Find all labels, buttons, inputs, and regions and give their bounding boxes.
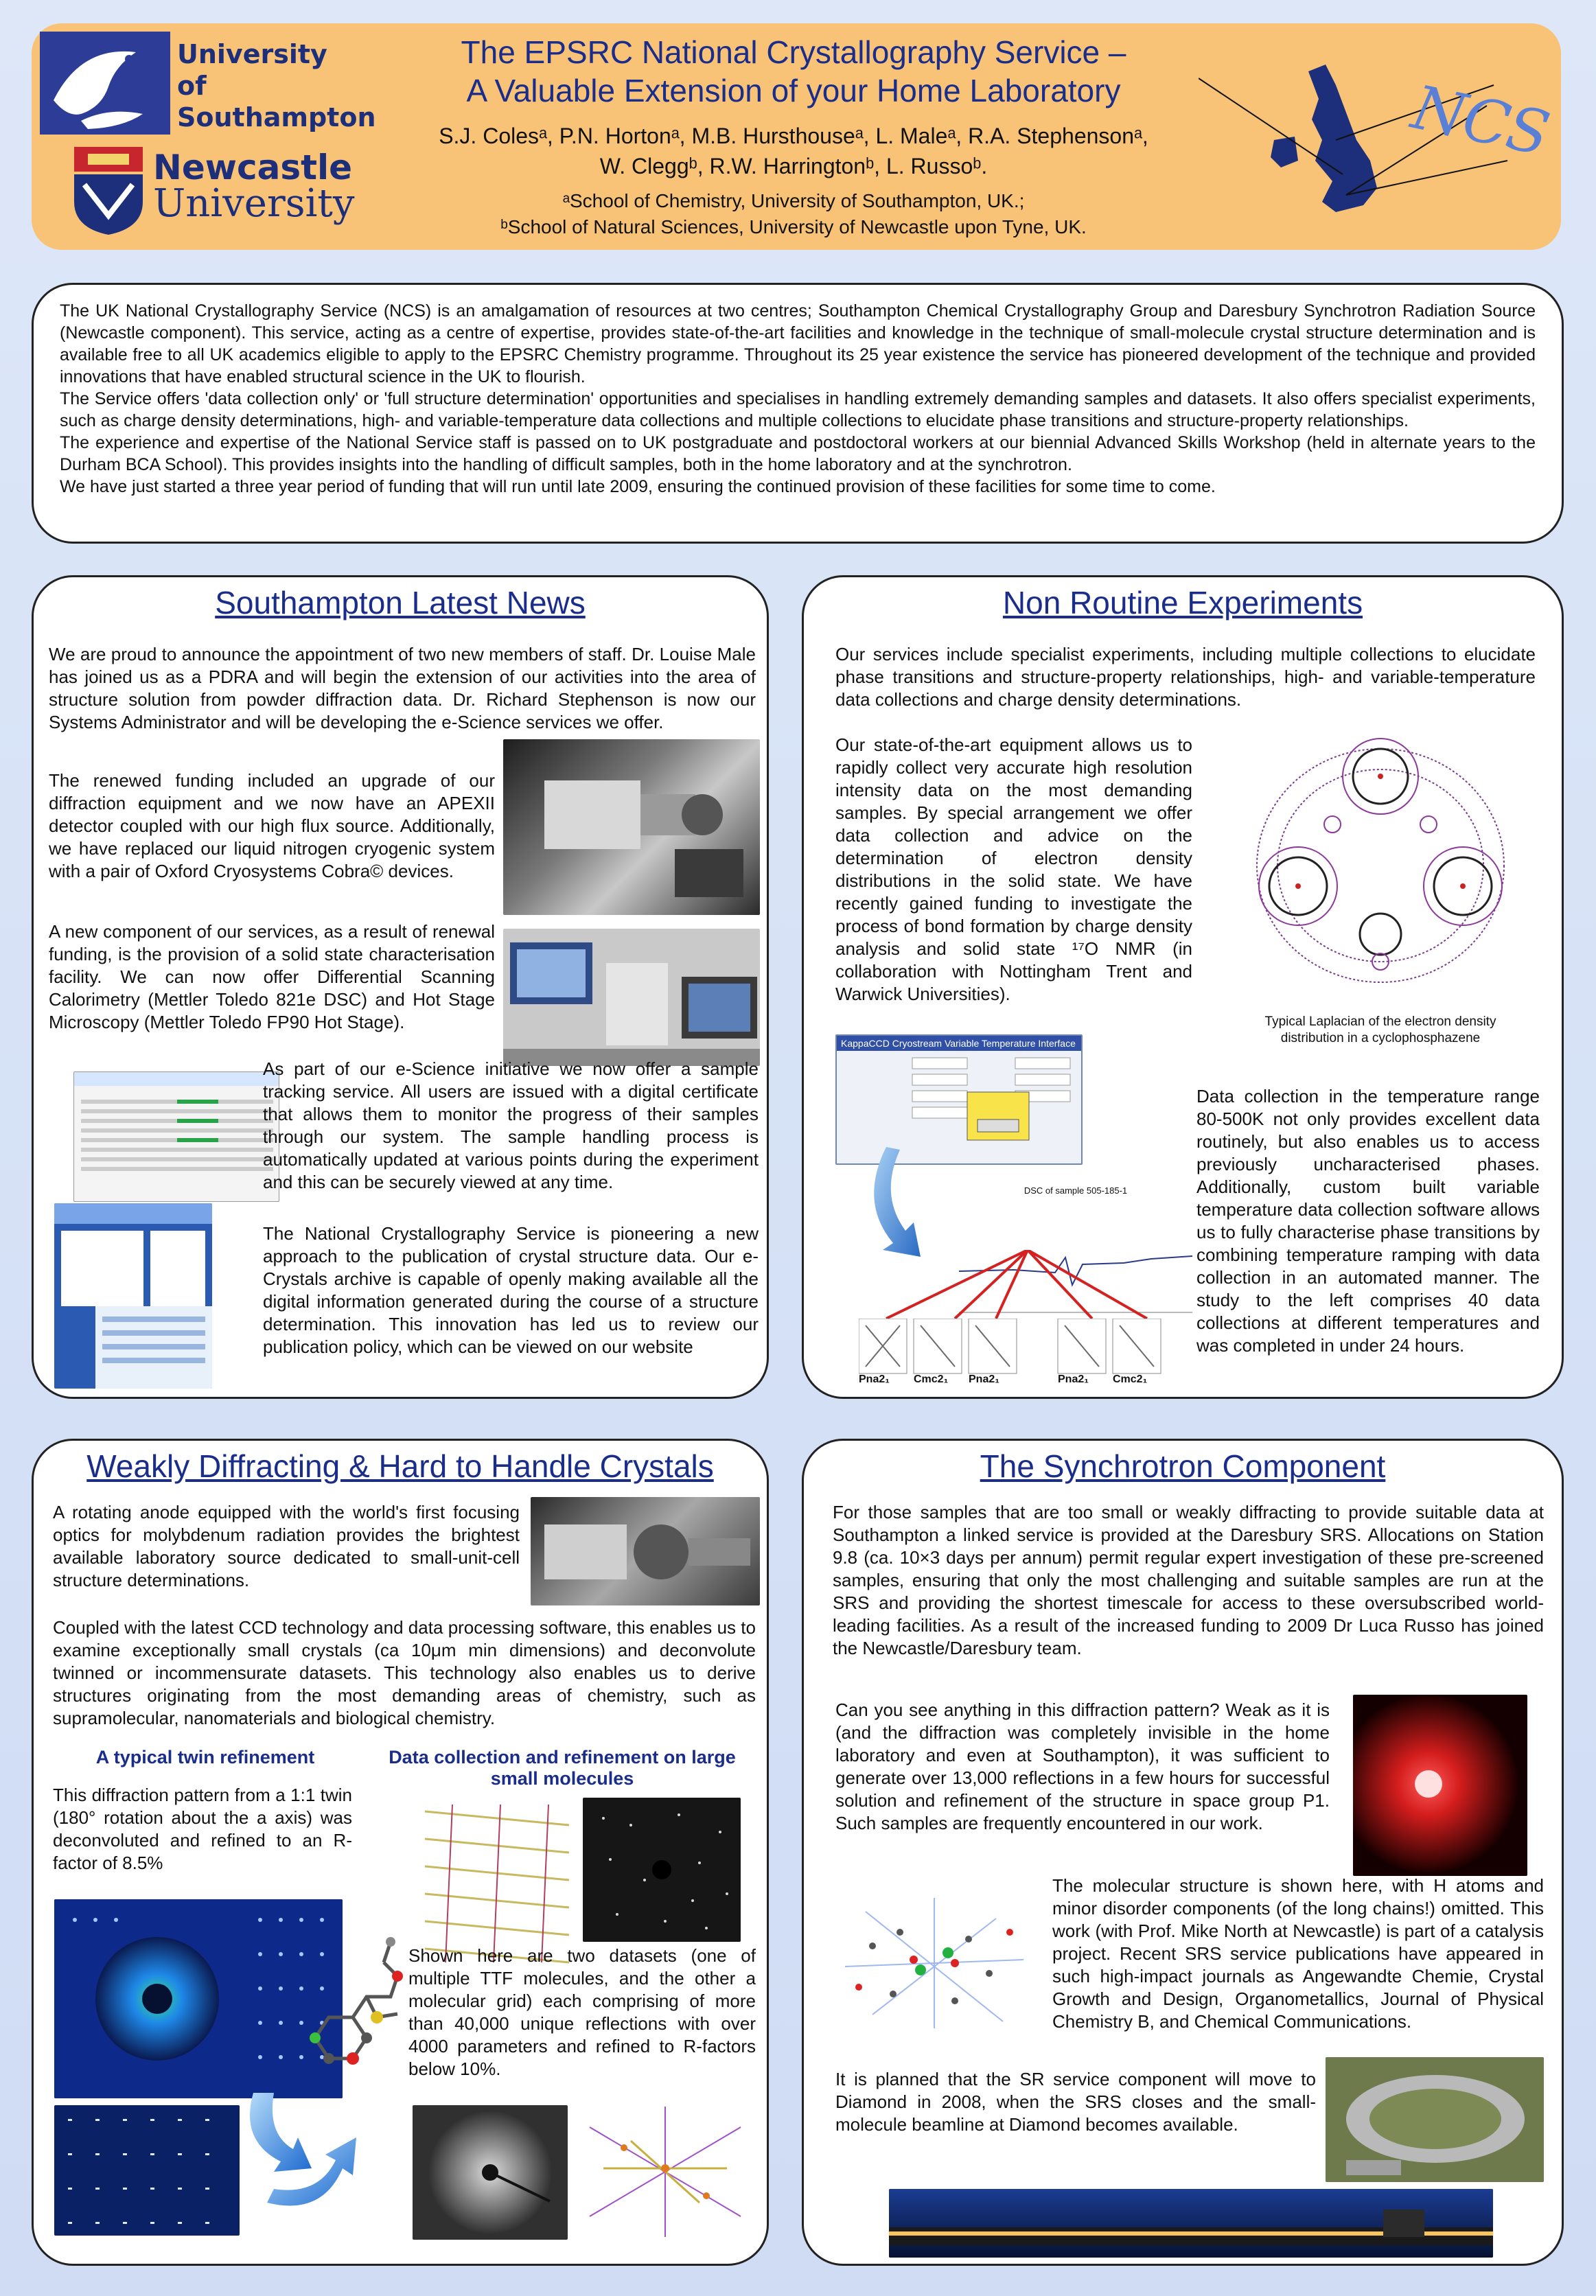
weak-paragraph-3: This diffraction pattern from a 1:1 twin (180° rotation about the a axis) was deconvoluted and refined to an R-factor of 8.5% xyxy=(53,1785,352,1873)
phase-label-1: Pna2₁ xyxy=(859,1373,890,1385)
weak-title: Weakly Diffracting & Hard to Handle Crystals xyxy=(86,1448,714,1484)
crystal-packing-images xyxy=(859,1319,1202,1380)
catalyst-molecule-image xyxy=(831,1884,1037,2041)
news-paragraph-4: As part of our e-Science initiative we now offer a sample tracking service. All users are issued with a digital certificate that allows them to monitor the progress of their samples through our system. The sample handling process is automatically updated at various points during the experiment and this can be securely viewed at any time. xyxy=(263,1058,759,1192)
grid-frame-image xyxy=(413,2105,568,2240)
southampton-name xyxy=(177,38,397,133)
red-diffraction-image xyxy=(1353,1695,1527,1876)
software-window-title: KappaCCD Cryostream Variable Temperature Interface xyxy=(837,1036,1081,1051)
ncs-logo-text: NCS xyxy=(1406,71,1555,170)
weak-paragraph-2: Coupled with the latest CCD technology and data processing software, this enables us to examine exceptionally small crystals (ca 10μm min dimensions) and deconvolute twinned or incommensurate datasets. This technology also enables us to derive structures originating from the most demanding areas of chemistry, such as supramolecular, nanomaterials and biological chemistry. xyxy=(53,1617,756,1728)
detector-photo xyxy=(503,739,760,915)
synchrotron-night-photo xyxy=(889,2189,1493,2258)
weakly-diffracting-panel xyxy=(32,1439,769,2266)
poster-title xyxy=(416,33,1171,110)
ttf-molecules-image xyxy=(418,1798,576,1969)
curved-arrow-icon xyxy=(845,1140,941,1264)
nonroutine-paragraph-3: Data collection in the temperature range 80-500K not only provides excellent data routinely, but also enables us to access previously uncharacterised phases. Additionally, custom built variable temperature data collection software allows us to fully characterise phase transitions by combining temperature ramping with data collection in an automated manner. The study to the left comprises 40 data collections at different temperatures and was completed in under 24 hours. xyxy=(1196,1086,1540,1356)
news-paragraph-1: We are proud to announce the appointment of two new members of staff. Dr. Louise Male has joined us as a PDRA and will begin the extension of our activities into the area of structure solution from powder diffraction data. Dr. Richard Stephenson is now our Systems Administrator and will be developing the e-Science services we offer. xyxy=(49,644,756,732)
phase-label-2: Cmc2₁ xyxy=(914,1373,949,1385)
authors xyxy=(416,121,1171,181)
reciprocal-lattice-image xyxy=(54,2105,240,2236)
sync-paragraph-3: The molecular structure is shown here, with H atoms and minor disorder components (of the long chains!) omitted. This work (with Prof. Mike North at Newcastle) is part of a catalysis project. Recent SRS service publications have appeared in such high-impact journals as Angewandte Chemie, Crystal Growth and Design, Organometallics, Journal of Physical Chemistry B, and Chemical Communications. xyxy=(1052,1875,1544,2032)
lattice-view-image xyxy=(54,2105,240,2236)
synchrotron-panel xyxy=(802,1439,1564,2266)
affiliations xyxy=(416,188,1171,240)
ttf-diffraction-image xyxy=(583,1798,741,1942)
uk-map-graphic xyxy=(1199,58,1555,236)
weak-paragraph-4: Shown here are two datasets (one of multiple TTF molecules, and the other a molecular grid) each comprising of more than 40,000 unique reflections with over 4000 parameters and refined to R-factors below 10%. xyxy=(408,1945,756,2079)
affil-line2: ᵇSchool of Natural Sciences, University of Newcastle upon Tyne, UK. xyxy=(500,216,1087,237)
laplacian-contour-plot xyxy=(1243,735,1518,996)
rotating-anode-image xyxy=(531,1497,760,1605)
grid-molecule-image xyxy=(576,2100,754,2244)
sample-tracking-screenshot xyxy=(73,1071,279,1202)
rotating-anode-photo xyxy=(531,1497,760,1605)
grid-diffraction-image xyxy=(413,2105,568,2240)
intro-paragraph-3: The experience and expertise of the National Service staff is passed on to UK postgraduate and postdoctoral workers at our biennial Advanced Skills Workshop (held in alternate years to the Durham BCA School). This provides insights into the handling of difficult samples, both in the home laboratory and at the synchrotron. xyxy=(60,433,1536,474)
affil-line1: ᵃSchool of Chemistry, University of Southampton, UK.; xyxy=(562,190,1025,211)
lab-equipment-image xyxy=(503,929,760,1066)
poster-header xyxy=(32,23,1561,250)
intro-paragraph-4: We have just started a three year period of funding that will run until late 2009, ensuring the continued provision of these facilities for some time to come. xyxy=(60,477,1216,496)
ecrystals-archive-image xyxy=(54,1203,212,1389)
sync-paragraph-4: It is planned that the SR service component will move to Diamond in 2008, when the SRS closes and the small-molecule beamline at Diamond becomes available. xyxy=(835,2069,1316,2135)
nonroutine-paragraph-1: Our services include specialist experiments, including multiple collections to elucidate phase transitions and structure-property relationships, high- and variable-temperature data collections and charge density determinations. xyxy=(835,644,1536,710)
southampton-name-line2: of Southampton xyxy=(177,71,376,132)
non-routine-panel xyxy=(802,575,1564,1399)
news-paragraph-5: The National Crystallography Service is pioneering a new approach to the publication of crystal structure data. Our e-Crystals archive is capable of openly making available all the digital information generated during the course of a structure determination. This innovation has led us to review our publication policy, which can be viewed on our website xyxy=(263,1223,759,1357)
newcastle-logo xyxy=(74,147,390,250)
weak-paragraph-1: A rotating anode equipped with the world's first focusing optics for molybdenum radiation provides the brightest available laboratory source dedicated to small-unit-cell structure determinations. xyxy=(53,1502,520,1590)
tracking-table-image xyxy=(74,1072,279,1202)
title-line1: The EPSRC National Crystallography Service – xyxy=(461,34,1126,70)
sync-paragraph-2: Can you see anything in this diffraction pattern? Weak as it is (and the diffraction was completely invisible in the home laboratory and even at Southampton), it was sufficient to generate over 13,000 reflections in a few hours for successful solution and refinement of the structure in space group P1. Such samples are frequently encountered in our work. xyxy=(835,1700,1330,1833)
large-molecules-heading: Data collection and refinement on large small molecules xyxy=(389,1747,736,1789)
nonroutine-paragraph-2: Our state-of-the-art equipment allows us to rapidly collect very accurate high resolution intensity data on the most demanding samples. By special arrangement we offer data collection and advice on the determination of electron density distributions in the solid state. We have recently gained funding to investigate the process of bond formation by charge density analysis and solid state ¹⁷O NMR (in collaboration with Nottingham Trent and Warwick Universities). xyxy=(835,734,1192,1004)
title-line2: A Valuable Extension of your Home Laboratory xyxy=(466,73,1121,108)
shield-icon xyxy=(74,147,143,236)
diamond-synchrotron-image xyxy=(1326,2057,1544,2182)
newcastle-name-line1: Newcastle xyxy=(153,148,353,187)
laplacian-image xyxy=(1243,735,1518,996)
phase-label-3: Pna2₁ xyxy=(969,1373,999,1385)
diffractometer-image xyxy=(503,739,760,915)
phase-label-5: Cmc2₁ xyxy=(1113,1373,1148,1385)
intro-paragraph-1: The UK National Crystallography Service (NCS) is an amalgamation of resources at two centres; Southampton Chemical Crystallography Group and Daresbury Synchrotron Radiation Source (Newcastle component). This service, acting as a centre of expertise, provides state-of-the-art facilities and knowledge in the technique of small-molecule crystal structure determination and is available free to all UK academics eligible to apply to the EPSRC Chemistry programme. Throughout its 25 year existence the service has pioneered development of the technique and provided innovations that have enabled structural science in the UK to flourish. xyxy=(60,301,1536,386)
authors-line1: S.J. Colesᵃ, P.N. Hortonᵃ, M.B. Hursthouseᵃ, L. Maleᵃ, R.A. Stephensonᵃ, xyxy=(439,124,1148,148)
southampton-logo xyxy=(40,32,397,135)
nonroutine-title: Non Routine Experiments xyxy=(1002,585,1363,621)
weak-diffraction-image xyxy=(1353,1695,1527,1876)
molecular-structure-image xyxy=(831,1884,1037,2041)
sync-paragraph-1: For those samples that are too small or weakly diffracting to provide suitable data at Southampton a linked service is provided at the Daresbury SRS. Allocations on Station 9.8 (ca. 10×3 days per annum) permit regular expert investigation of these pre-screened samples, ensuring that only the most challenging and suitable samples are run at the SRS and providing the shortest timescale for access to these oversubscribed world-leading facilities. As a result of the increased funding to 2009 Dr Luca Russo has joined the Newcastle/Daresbury team. xyxy=(833,1502,1544,1658)
laplacian-caption: Typical Laplacian of the electron density distribution in a cyclophosphazene xyxy=(1264,1014,1496,1045)
twin-molecule-image xyxy=(288,1921,418,2100)
building-night-image xyxy=(889,2189,1493,2258)
southampton-news-panel xyxy=(32,575,769,1399)
southampton-name-line1: University xyxy=(177,39,327,69)
molecular-grid-image xyxy=(576,2100,754,2244)
news-paragraph-3: A new component of our services, as a result of renewal funding, is the provision of a solid state characterisation facility. We can now offer Differential Scanning Calorimetry (Mettler Toledo 821e DSC) and Hot Stage Microscopy (Mettler Toledo FP90 Hot Stage). xyxy=(49,921,495,1032)
dsc-lab-photo xyxy=(503,929,760,1066)
phase-label-4: Pna2₁ xyxy=(1058,1373,1089,1385)
ecrystals-screenshot xyxy=(54,1203,212,1389)
intro-panel xyxy=(32,283,1564,544)
newcastle-name-line2: University xyxy=(153,181,355,226)
authors-line2: W. Cleggᵇ, R.W. Harringtonᵇ, L. Russoᵇ. xyxy=(599,154,988,178)
intro-paragraph-2: The Service offers 'data collection only' or 'full structure determination' opportunities and specialises in handling extremely demanding samples and datasets. It also offers specialist experiments, such as charge density determinations, high- and variable-temperature data collections and multiple collections to elucidate phase transitions and structure-property relationships. xyxy=(60,389,1536,430)
news-title: Southampton Latest News xyxy=(215,585,586,621)
phase-structures xyxy=(859,1319,1202,1387)
dsc-chart-title: DSC of sample 505-185-1 xyxy=(1023,1185,1128,1196)
cycle-arrows-icon xyxy=(240,2086,377,2223)
sync-title: The Synchrotron Component xyxy=(980,1448,1386,1484)
twin-refinement-heading: A typical twin refinement xyxy=(95,1747,315,1767)
ttf-frame-image xyxy=(583,1798,741,1942)
dolphin-icon xyxy=(40,32,170,135)
news-paragraph-2: The renewed funding included an upgrade of our diffraction equipment and we now have an APEXII detector coupled with our high flux source. Additionally, we have replaced our liquid nitrogen cryogenic system with a pair of Oxford Cryosystems Cobra© devices. xyxy=(49,770,495,881)
diamond-aerial-photo xyxy=(1326,2057,1544,2182)
ttf-packing-image xyxy=(418,1798,576,1969)
